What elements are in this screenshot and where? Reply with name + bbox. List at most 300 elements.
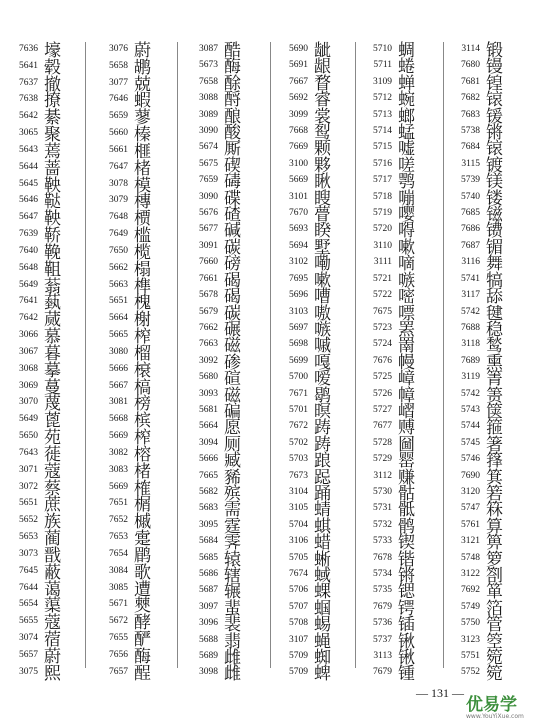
hanzi-character: 碾 [224, 319, 241, 340]
hanzi-character: 箍 [486, 418, 503, 439]
character-entry [6, 175, 72, 196]
character-entry [360, 40, 426, 61]
hanzi-character: 嗳 [314, 369, 331, 390]
character-entry [96, 276, 162, 297]
character-code: 5720 [373, 224, 392, 235]
character-code: 5664 [109, 313, 128, 324]
character-entry [448, 204, 514, 226]
character-entry [360, 237, 426, 258]
hanzi-character: 犒 [486, 270, 503, 291]
character-code: 5716 [373, 158, 392, 169]
character-code: 7645 [19, 565, 38, 576]
character-entry [360, 631, 426, 652]
character-entry [96, 107, 162, 129]
character-code: 3121 [461, 536, 480, 547]
character-entry [6, 208, 72, 230]
character-code: 7653 [109, 532, 128, 543]
character-entry [6, 343, 72, 364]
hanzi-character: 箬 [486, 483, 503, 504]
character-code: 5693 [289, 224, 308, 235]
character-code: 3105 [289, 503, 308, 514]
hanzi-character: 鹘 [398, 516, 415, 537]
character-entry [96, 74, 162, 95]
character-code: 3112 [373, 470, 392, 481]
character-entry [186, 106, 252, 127]
character-code: 7682 [461, 93, 480, 104]
character-entry [96, 629, 162, 650]
hanzi-character: 蔽 [44, 562, 61, 583]
character-code: 5662 [109, 262, 128, 273]
hanzi-character: 榴 [134, 343, 151, 364]
hanzi-character: 螂 [398, 106, 415, 127]
character-entry [186, 385, 252, 406]
character-entry [276, 647, 342, 669]
hanzi-character: 罱 [398, 336, 415, 357]
character-code: 5646 [19, 195, 38, 206]
character-code: 5658 [109, 60, 128, 71]
character-code: 7640 [19, 245, 38, 256]
hanzi-character: 劄 [486, 566, 503, 586]
character-entry [276, 270, 342, 291]
character-entry [448, 270, 514, 291]
character-entry [276, 631, 342, 652]
hanzi-character: 瞀 [314, 73, 331, 94]
character-entry [186, 647, 252, 669]
character-code: 3116 [461, 257, 480, 268]
character-entry [276, 663, 342, 685]
character-code: 5703 [289, 454, 308, 465]
character-code: 7636 [19, 44, 38, 54]
character-entry [276, 450, 342, 472]
character-code: 5676 [199, 208, 218, 219]
hanzi-character: 槁 [134, 377, 151, 398]
character-entry [360, 138, 426, 160]
hanzi-character: 苑 [44, 428, 61, 449]
character-code: 5742 [461, 388, 480, 399]
character-entry [360, 303, 426, 324]
character-code: 5726 [373, 388, 392, 399]
character-entry [6, 410, 72, 432]
character-entry [360, 56, 426, 78]
character-entry [6, 377, 72, 398]
hanzi-character: 綦 [44, 108, 61, 129]
character-code: 5678 [199, 290, 218, 301]
hanzi-character: 罴 [398, 319, 415, 340]
hanzi-character: 锴 [398, 549, 415, 570]
character-code: 7648 [109, 212, 128, 223]
column-divider [270, 42, 271, 668]
hanzi-character: 龇 [314, 41, 331, 61]
character-entry [96, 427, 162, 449]
character-code: 5698 [289, 339, 308, 350]
hanzi-character: 楮 [134, 158, 151, 179]
character-code: 5736 [373, 618, 392, 629]
hanzi-character: 箨 [486, 451, 503, 472]
character-entry [96, 511, 162, 533]
hanzi-character: 箢 [486, 648, 503, 669]
character-code: 5718 [373, 191, 392, 202]
character-entry [448, 483, 514, 504]
character-entry [448, 122, 514, 144]
character-entry [276, 89, 342, 111]
hanzi-character: 歌 [134, 562, 151, 583]
character-code: 5713 [373, 109, 392, 120]
character-entry [360, 335, 426, 357]
character-code: 7667 [289, 76, 308, 87]
character-entry [448, 368, 514, 390]
character-entry [6, 663, 72, 684]
character-code: 7687 [461, 240, 480, 251]
character-entry [448, 516, 514, 537]
character-entry [360, 188, 426, 209]
hanzi-character: 蓰 [44, 444, 61, 465]
character-code: 5712 [373, 93, 392, 104]
hanzi-character: 碳 [224, 237, 241, 258]
character-entry [6, 292, 72, 314]
hanzi-character: 鞅 [44, 209, 61, 230]
character-entry [6, 141, 72, 162]
hanzi-character: 榄 [134, 242, 151, 263]
character-code: 7644 [19, 582, 38, 593]
hanzi-character: 需 [224, 500, 241, 521]
character-entry [448, 89, 514, 111]
character-code: 3118 [461, 339, 480, 350]
hanzi-character: 瞍 [314, 188, 331, 209]
hanzi-character: 暝 [314, 401, 331, 422]
character-entry [360, 270, 426, 291]
character-entry [276, 434, 342, 455]
hanzi-character: 罂 [398, 451, 415, 472]
character-code: 5702 [289, 437, 308, 448]
character-code: 5737 [373, 634, 392, 645]
hanzi-character: 碹 [224, 369, 241, 390]
character-entry [276, 188, 342, 209]
character-entry [448, 319, 514, 340]
character-code: 5696 [289, 290, 308, 301]
character-entry [276, 401, 342, 422]
character-entry [360, 549, 426, 570]
hanzi-character: 榕 [134, 444, 151, 465]
character-code: 3094 [199, 437, 218, 448]
hanzi-character: 锿 [486, 139, 503, 160]
hanzi-character: 僰 [134, 596, 151, 617]
character-entry [448, 598, 514, 619]
hanzi-character: 䴕 [314, 123, 331, 144]
character-code: 5740 [461, 191, 480, 202]
character-code: 5668 [109, 414, 128, 425]
character-entry [6, 478, 72, 499]
character-code: 5671 [109, 599, 128, 610]
hanzi-character: 瞅 [314, 172, 331, 193]
character-code: 3073 [19, 548, 38, 559]
hanzi-character: 壕 [44, 41, 61, 61]
hanzi-character: 酹 [224, 90, 241, 111]
character-entry [360, 516, 426, 537]
hanzi-character: 榍 [134, 495, 151, 516]
character-code: 5694 [289, 240, 308, 251]
character-entry [6, 562, 72, 583]
character-code: 3090 [199, 191, 218, 202]
hanzi-character: 舞 [486, 254, 503, 275]
character-code: 7661 [199, 273, 218, 284]
hanzi-character: 蓼 [134, 108, 151, 129]
character-code: 3106 [289, 536, 308, 547]
character-entry [186, 270, 252, 291]
character-entry [448, 614, 514, 636]
hanzi-character: 榱 [134, 360, 151, 381]
hanzi-character: 雌 [224, 648, 241, 669]
character-code: 3096 [199, 618, 218, 629]
hanzi-character: 算 [486, 516, 503, 537]
character-code: 3070 [19, 397, 38, 408]
character-entry [360, 434, 426, 455]
character-code: 7637 [19, 77, 38, 88]
hanzi-character: 颗 [314, 139, 331, 160]
character-code: 5691 [289, 60, 308, 71]
character-entry [448, 106, 514, 127]
hanzi-character: 蔚 [44, 646, 61, 667]
hanzi-character: 靻 [44, 259, 61, 280]
hanzi-character: 瞢 [314, 205, 331, 226]
hanzi-character: 撤 [44, 74, 61, 95]
hanzi-character: 嘧 [398, 287, 415, 308]
character-entry [6, 57, 72, 78]
character-code: 3120 [461, 486, 480, 497]
character-code: 7646 [109, 94, 128, 105]
hanzi-character: 厕 [224, 434, 241, 455]
character-code: 5667 [109, 380, 128, 391]
character-code: 5682 [199, 486, 218, 497]
character-code: 3091 [199, 240, 218, 251]
hanzi-character: 嶂 [398, 369, 415, 390]
hanzi-character: 酽 [134, 629, 151, 650]
character-entry [96, 124, 162, 146]
hanzi-character: 锷 [398, 598, 415, 619]
character-entry [6, 107, 72, 129]
hanzi-character: 箢 [486, 664, 503, 685]
character-code: 3067 [19, 346, 38, 357]
character-entry [6, 326, 72, 348]
character-entry [6, 511, 72, 533]
character-entry [276, 483, 342, 504]
hanzi-character: 槚 [134, 209, 151, 230]
character-entry [448, 434, 514, 455]
character-entry [96, 646, 162, 667]
character-code: 3104 [289, 486, 308, 497]
hanzi-character: 管 [486, 615, 503, 636]
hanzi-character: 厮 [224, 139, 241, 160]
hanzi-character: 蜥 [314, 549, 331, 570]
character-entry [96, 175, 162, 196]
character-entry [448, 138, 514, 160]
hanzi-character: 裴 [224, 615, 241, 636]
character-entry [448, 467, 514, 488]
character-code: 5743 [461, 404, 480, 415]
hanzi-character: 蝉 [398, 73, 415, 94]
hanzi-character: 踊 [314, 483, 331, 504]
character-entry [6, 40, 72, 61]
character-entry [276, 56, 342, 78]
character-code: 7685 [461, 208, 480, 219]
character-code: 5687 [199, 585, 218, 596]
character-code: 7695 [289, 273, 308, 284]
character-entry [448, 631, 514, 652]
hanzi-character: 毽 [486, 303, 503, 324]
hanzi-character: 镘 [486, 57, 503, 78]
character-code: 7689 [461, 355, 480, 366]
character-code: 3066 [19, 330, 38, 341]
hanzi-character: 箔 [486, 598, 503, 619]
hanzi-character: 锻 [486, 41, 503, 61]
character-code: 7643 [19, 447, 38, 458]
character-entry [186, 171, 252, 193]
character-entry [6, 612, 72, 634]
character-code: 5669 [289, 175, 308, 186]
character-code: 5709 [289, 651, 308, 662]
hanzi-character: 嗟 [398, 155, 415, 176]
character-code: 5707 [289, 601, 308, 612]
hanzi-character: 碟 [224, 188, 241, 209]
character-code: 5750 [461, 618, 480, 629]
hanzi-character: 龈 [314, 57, 331, 78]
character-code: 7657 [109, 666, 128, 677]
character-code: 7649 [109, 229, 128, 240]
character-code: 5657 [19, 649, 38, 660]
hanzi-character: 嘣 [398, 188, 415, 209]
character-entry [360, 598, 426, 619]
hanzi-character: 榭 [134, 310, 151, 331]
hanzi-character: 鞒 [44, 226, 61, 247]
character-entry [186, 188, 252, 209]
hanzi-character: 蔡 [44, 478, 61, 499]
hanzi-character: 族 [44, 512, 61, 533]
hanzi-character: 蓖 [44, 411, 61, 432]
character-entry [186, 614, 252, 636]
character-entry [186, 417, 252, 439]
hanzi-character: 镃 [486, 205, 503, 226]
character-entry [360, 581, 426, 603]
character-entry [96, 90, 162, 112]
page-number: — 131 — [416, 686, 464, 701]
character-code: 5652 [19, 515, 38, 526]
hanzi-character: 榜 [134, 394, 151, 415]
character-entry [6, 90, 72, 112]
character-entry [186, 581, 252, 603]
character-code: 5649 [19, 414, 38, 425]
character-entry [276, 581, 342, 603]
hanzi-character: 夥 [314, 155, 331, 176]
character-code: 5672 [109, 616, 128, 627]
character-entry [6, 74, 72, 95]
character-entry [96, 612, 162, 634]
character-entry [6, 158, 72, 179]
hanzi-character: 嘞 [314, 254, 331, 275]
character-code: 5721 [373, 273, 392, 284]
character-entry [6, 259, 72, 280]
hanzi-character: 嗾 [398, 270, 415, 291]
character-entry [448, 450, 514, 472]
character-entry [6, 646, 72, 667]
hanzi-character: 蔓 [44, 377, 61, 398]
character-entry [360, 171, 426, 193]
character-code: 5684 [199, 536, 218, 547]
character-code: 5717 [373, 175, 392, 186]
character-entry [448, 237, 514, 258]
character-entry [448, 647, 514, 669]
character-code: 5673 [199, 60, 218, 71]
character-entry [186, 204, 252, 226]
character-entry [448, 253, 514, 275]
character-code: 5723 [373, 322, 392, 333]
hanzi-character: 碣 [224, 287, 241, 308]
character-entry [186, 598, 252, 619]
character-entry [186, 483, 252, 504]
character-entry [6, 393, 72, 415]
character-entry [186, 631, 252, 652]
character-entry [276, 319, 342, 340]
hanzi-character: 鹖 [314, 385, 331, 406]
character-code: 5708 [289, 618, 308, 629]
character-entry [186, 565, 252, 586]
character-entry [186, 89, 252, 111]
character-entry [6, 595, 72, 617]
character-entry [186, 368, 252, 390]
character-code: 5651 [109, 296, 128, 307]
character-entry [186, 286, 252, 308]
hanzi-character: 榨 [134, 428, 151, 449]
hanzi-character: 聚 [44, 125, 61, 146]
character-code: 5725 [373, 372, 392, 383]
hanzi-character: 赙 [398, 418, 415, 439]
character-code: 5715 [373, 142, 392, 153]
character-entry [276, 614, 342, 636]
character-code: 5692 [289, 93, 308, 104]
character-entry [186, 352, 252, 373]
character-code: 5642 [19, 111, 38, 122]
character-code: 3099 [289, 109, 308, 120]
character-code: 3122 [461, 569, 480, 579]
hanzi-character: 箪 [486, 582, 503, 603]
character-code: 3089 [199, 109, 218, 120]
character-code: 5746 [461, 454, 480, 465]
character-entry [96, 242, 162, 263]
character-code: 7686 [461, 224, 480, 235]
hanzi-character: 蜩 [398, 41, 415, 61]
character-entry [360, 467, 426, 488]
character-code: 7684 [461, 142, 480, 153]
character-code: 7642 [19, 313, 38, 324]
hanzi-character: 鞔 [44, 242, 61, 263]
character-code: 5732 [373, 519, 392, 530]
hanzi-character: 榧 [134, 141, 151, 162]
hanzi-character: 殡 [224, 483, 241, 504]
character-entry [96, 478, 162, 499]
character-entry [186, 499, 252, 521]
hanzi-character: 骶 [398, 500, 415, 521]
character-code: 3083 [109, 464, 128, 475]
character-entry [96, 360, 162, 381]
character-code: 3093 [199, 388, 218, 399]
character-code: 5655 [19, 616, 38, 627]
hanzi-character: 蝈 [314, 598, 331, 619]
hanzi-character: 蔚 [134, 41, 151, 61]
site-watermark [466, 690, 538, 726]
hanzi-character: 嘚 [398, 221, 415, 242]
character-code: 3123 [461, 634, 480, 645]
hanzi-character: 碴 [224, 205, 241, 226]
hanzi-character: 嘀 [398, 254, 415, 275]
character-entry [276, 385, 342, 406]
